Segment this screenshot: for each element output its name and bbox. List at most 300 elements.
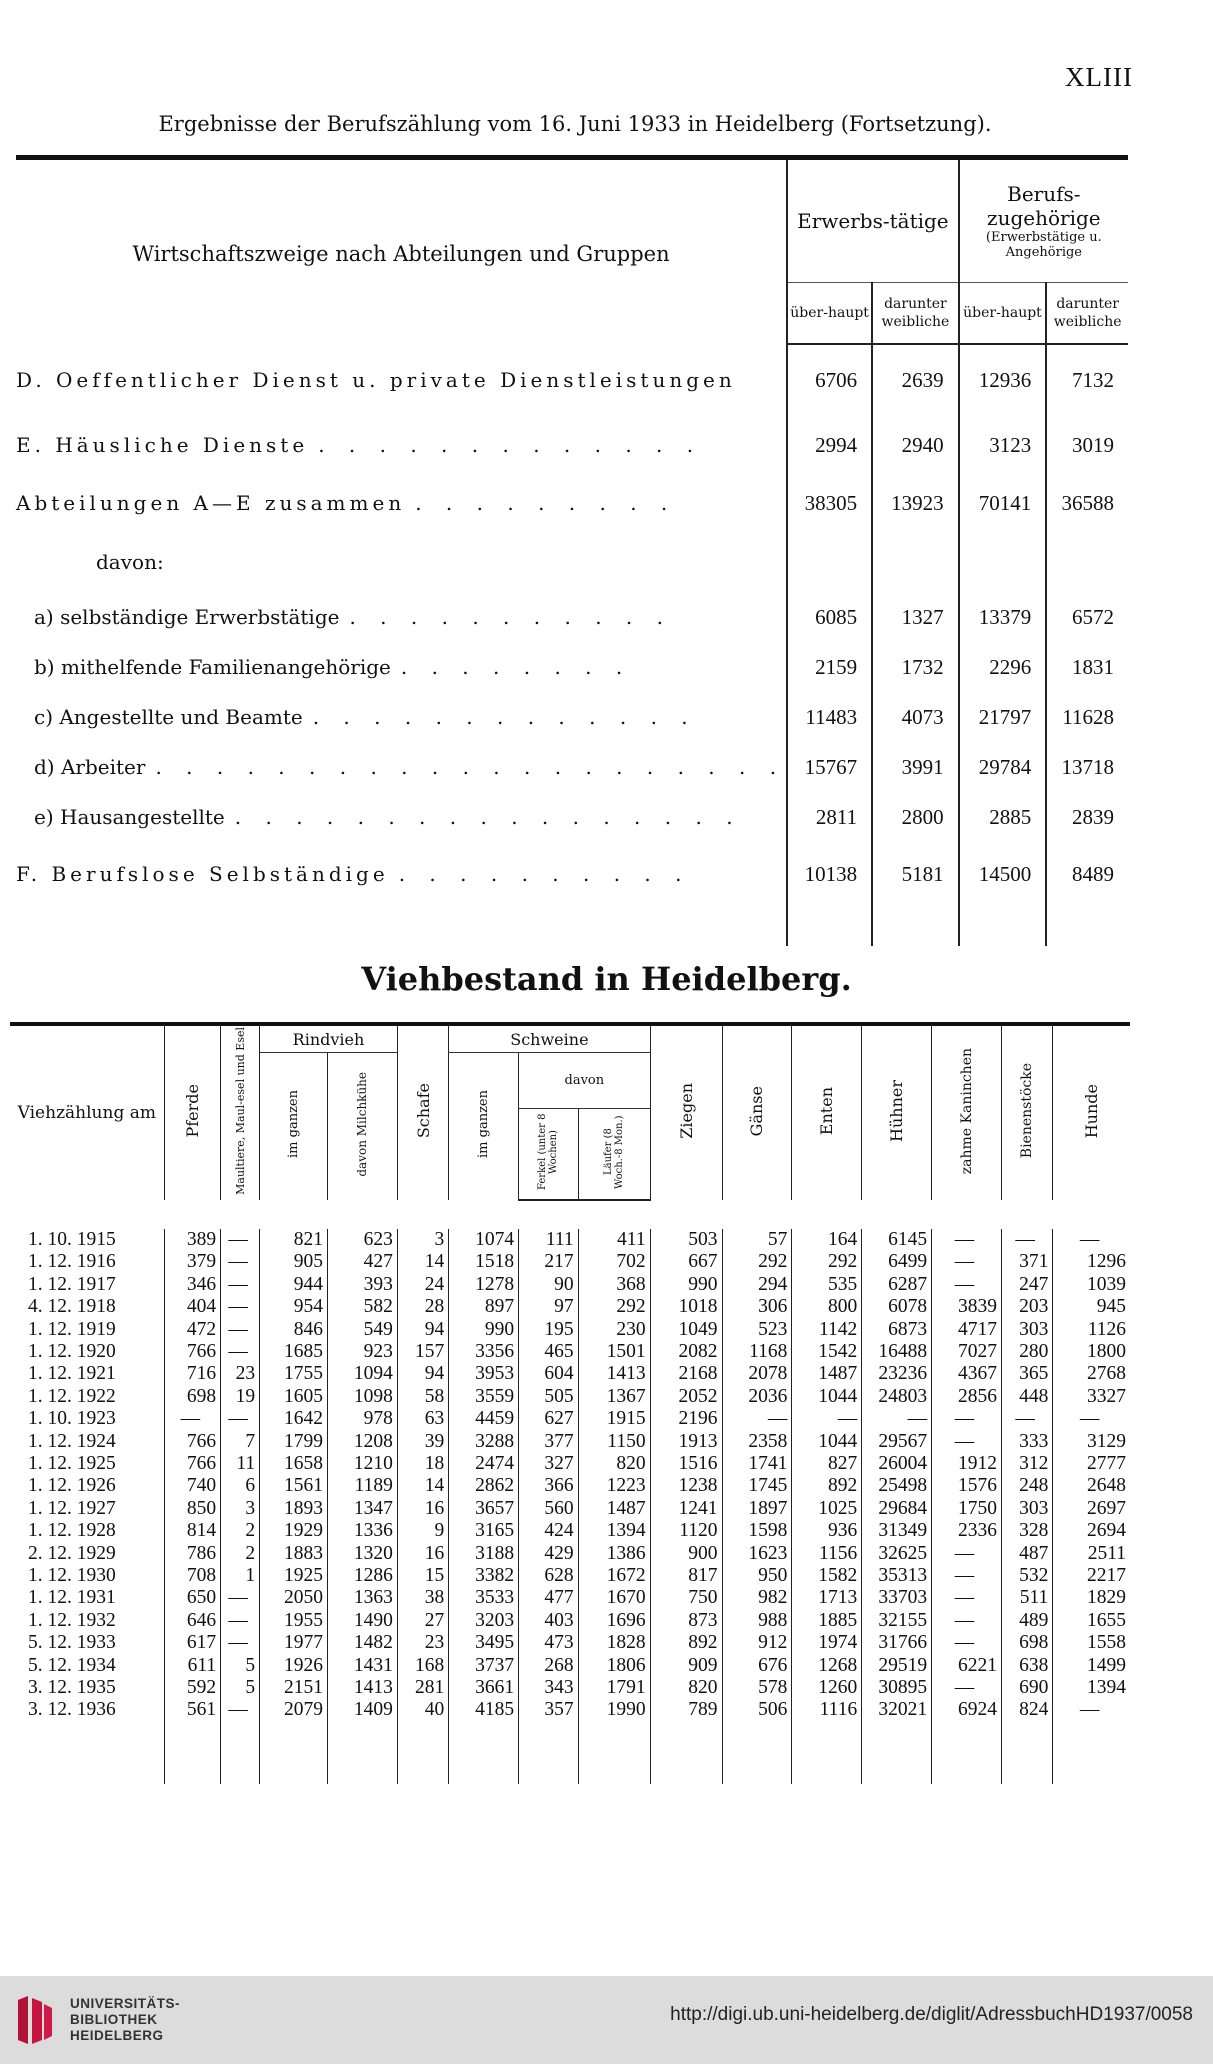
livestock-value: 1018 (650, 1296, 722, 1318)
livestock-row (10, 1677, 1130, 1699)
leader-dots: . . . . . . . . . . . . . . . . . (234, 805, 742, 829)
livestock-value: 3533 (449, 1587, 519, 1609)
livestock-value: 29684 (862, 1498, 932, 1520)
livestock-value: 2648 (1053, 1475, 1130, 1497)
livestock-value: 1829 (1053, 1587, 1130, 1609)
occupation-value: 3019 (1046, 416, 1128, 474)
occupation-label (16, 344, 787, 416)
livestock-value: 18 (397, 1453, 448, 1475)
livestock-value: 2036 (722, 1386, 792, 1408)
occupation-value: 6706 (787, 344, 872, 416)
livestock-value: 32155 (862, 1610, 932, 1632)
livestock-value: 912 (722, 1632, 792, 1654)
livestock-value: — (221, 1229, 260, 1251)
livestock-value: 6221 (932, 1655, 1002, 1677)
livestock-value: 3 (221, 1498, 260, 1520)
occupation-value: 2296 (959, 642, 1047, 692)
livestock-value: 2217 (1053, 1565, 1130, 1587)
livestock-value: 1394 (1053, 1677, 1130, 1699)
livestock-value: 1394 (578, 1520, 650, 1542)
occupation-row (16, 642, 1128, 692)
livestock-value: 6499 (862, 1251, 932, 1273)
livestock-value: 16 (397, 1498, 448, 1520)
livestock-value: 846 (260, 1319, 328, 1341)
livestock-value: 29567 (862, 1431, 932, 1453)
census-date: 1. 10. 1915 (28, 1228, 116, 1250)
livestock-value: 15 (397, 1565, 448, 1587)
occupation-label (16, 416, 787, 474)
livestock-value: 247 (1001, 1274, 1052, 1296)
occupation-label-text: E. Häusliche Dienste (16, 433, 309, 457)
livestock-value: 365 (1001, 1363, 1052, 1385)
livestock-value: 549 (327, 1319, 397, 1341)
livestock-value: — (932, 1251, 1002, 1273)
livestock-value: 698 (1001, 1632, 1052, 1654)
livestock-value: 2168 (650, 1363, 722, 1385)
census-date: 3. 12. 1936 (28, 1699, 116, 1721)
occupation-value: 3991 (872, 742, 959, 792)
livestock-value: 561 (164, 1699, 221, 1721)
hdr-rindvieh: Rindvieh (260, 1024, 398, 1053)
source-url-link[interactable]: http://digi.ub.uni-heidelberg.de/diglit/AdressbuchHD1937/0058 (670, 2004, 1193, 2025)
livestock-value: 3559 (449, 1386, 519, 1408)
footer-bar (0, 1976, 1213, 2064)
livestock-row (10, 1543, 1130, 1565)
livestock-value: — (221, 1274, 260, 1296)
livestock-value: 371 (1001, 1251, 1052, 1273)
livestock-value: 824 (1001, 1699, 1052, 1721)
occupation-label-text: c) Angestellte und Beamte (34, 705, 303, 729)
census-date: 5. 12. 1934 (28, 1654, 116, 1676)
livestock-value: 7027 (932, 1341, 1002, 1363)
livestock-value: 2078 (722, 1363, 792, 1385)
livestock-value: 628 (519, 1565, 579, 1587)
livestock-value: 24 (397, 1274, 448, 1296)
livestock-value: 1044 (792, 1431, 862, 1453)
livestock-value: 690 (1001, 1677, 1052, 1699)
livestock-value: 111 (519, 1229, 579, 1251)
livestock-row (10, 1229, 1130, 1251)
livestock-value: 1925 (260, 1565, 328, 1587)
col-header-erwerbstaetige: Erwerbs-tätige (787, 158, 959, 283)
livestock-value: 1912 (932, 1453, 1002, 1475)
livestock-value: 368 (578, 1274, 650, 1296)
livestock-value: 990 (650, 1274, 722, 1296)
livestock-row (10, 1565, 1130, 1587)
livestock-value: 1806 (578, 1655, 650, 1677)
livestock-value: 1098 (327, 1386, 397, 1408)
livestock-value: — (221, 1408, 260, 1430)
livestock-value: 28 (397, 1296, 448, 1318)
occupation-value: 7132 (1046, 344, 1128, 416)
occupation-row (16, 416, 1128, 474)
census-date: 1. 12. 1916 (28, 1251, 116, 1273)
livestock-value: 1893 (260, 1498, 328, 1520)
livestock-value: 1655 (1053, 1610, 1130, 1632)
livestock-value: 2358 (722, 1431, 792, 1453)
livestock-value: 489 (1001, 1610, 1052, 1632)
livestock-value: 1828 (578, 1632, 650, 1654)
livestock-row (10, 1475, 1130, 1497)
livestock-value: 5 (221, 1655, 260, 1677)
occupation-value: 1732 (872, 642, 959, 692)
livestock-value: 817 (650, 1565, 722, 1587)
livestock-value: 1156 (792, 1543, 862, 1565)
livestock-value: 94 (397, 1319, 448, 1341)
livestock-value: 800 (792, 1296, 862, 1318)
hdr-schafe: Schafe (397, 1024, 448, 1200)
livestock-row (10, 1498, 1130, 1520)
livestock-value: 29519 (862, 1655, 932, 1677)
livestock-value: 4459 (449, 1408, 519, 1430)
livestock-value: 424 (519, 1520, 579, 1542)
leader-dots: . . . . . . . . . . (398, 862, 691, 886)
livestock-value: 827 (792, 1453, 862, 1475)
sub-header-ueberhaupt-2: über-haupt (959, 283, 1047, 345)
livestock-value: 627 (519, 1408, 579, 1430)
livestock-value: 292 (578, 1296, 650, 1318)
occupation-row (16, 792, 1128, 842)
berufszugehoerige-sub: (Erwerbstätige u. Angehörige (985, 230, 1102, 260)
livestock-value: 2050 (260, 1587, 328, 1609)
livestock-value: 1576 (932, 1475, 1002, 1497)
livestock-value: — (932, 1229, 1002, 1251)
livestock-value: 195 (519, 1319, 579, 1341)
livestock-value: — (164, 1408, 221, 1430)
livestock-value: 4717 (932, 1319, 1002, 1341)
occupation-value: 1327 (872, 592, 959, 642)
livestock-value: — (221, 1296, 260, 1318)
livestock-value: 1336 (327, 1520, 397, 1542)
livestock-value: 1672 (578, 1565, 650, 1587)
livestock-value: 503 (650, 1229, 722, 1251)
livestock-value: 1268 (792, 1655, 862, 1677)
occupation-value: 2885 (959, 792, 1047, 842)
livestock-value: 1913 (650, 1431, 722, 1453)
occupation-row (16, 592, 1128, 642)
occupation-value: 2994 (787, 416, 872, 474)
livestock-value: 1713 (792, 1587, 862, 1609)
livestock-value: 248 (1001, 1475, 1052, 1497)
livestock-value: 1241 (650, 1498, 722, 1520)
census-date: 1. 10. 1923 (28, 1408, 116, 1430)
hdr-bienen: Bienenstöcke (1001, 1024, 1052, 1200)
livestock-value: 1049 (650, 1319, 722, 1341)
occupation-value (787, 532, 872, 592)
livestock-value: 1150 (578, 1431, 650, 1453)
occupation-value: 6572 (1046, 592, 1128, 642)
occupation-value: 11483 (787, 692, 872, 742)
livestock-value: 19 (221, 1386, 260, 1408)
occupation-value: 36588 (1046, 474, 1128, 532)
livestock-row (10, 1274, 1130, 1296)
livestock-value: 26004 (862, 1453, 932, 1475)
livestock-row (10, 1632, 1130, 1654)
occupation-value: 13923 (872, 474, 959, 532)
livestock-value: 638 (1001, 1655, 1052, 1677)
occupation-row (16, 742, 1128, 792)
livestock-value: 1915 (578, 1408, 650, 1430)
occupation-label (16, 742, 787, 792)
livestock-value: 954 (260, 1296, 328, 1318)
livestock-value: 94 (397, 1363, 448, 1385)
census-date: 1. 12. 1921 (28, 1363, 116, 1385)
occupation-value: 2639 (872, 344, 959, 416)
livestock-value: 2768 (1053, 1363, 1130, 1385)
occupation-value: 70141 (959, 474, 1047, 532)
ub-heidelberg-logo-icon (14, 1994, 56, 2046)
livestock-value: 1094 (327, 1363, 397, 1385)
livestock-value: — (221, 1632, 260, 1654)
leader-dots: . . . . . . . . . . . . . (312, 705, 697, 729)
livestock-value: 1363 (327, 1587, 397, 1609)
livestock-row (10, 1655, 1130, 1677)
livestock-value: 850 (164, 1498, 221, 1520)
occupation-label (16, 842, 787, 906)
livestock-value: 1885 (792, 1610, 862, 1632)
livestock-value: 2 (221, 1520, 260, 1542)
berufszugehoerige-label: Berufs-zugehörige (987, 182, 1101, 230)
livestock-value: 366 (519, 1475, 579, 1497)
livestock-value: 1755 (260, 1363, 328, 1385)
livestock-value: 2 (221, 1543, 260, 1565)
livestock-value: 1658 (260, 1453, 328, 1475)
livestock-value: 477 (519, 1587, 579, 1609)
livestock-value: 578 (722, 1677, 792, 1699)
livestock-value: 820 (578, 1453, 650, 1475)
livestock-value: 2151 (260, 1677, 328, 1699)
livestock-value: 3657 (449, 1498, 519, 1520)
livestock-value: 950 (722, 1565, 792, 1587)
occupation-label-text: e) Hausangestellte (34, 805, 225, 829)
livestock-value: 379 (164, 1251, 221, 1273)
livestock-value: 900 (650, 1543, 722, 1565)
livestock-value: 873 (650, 1610, 722, 1632)
livestock-value: 1168 (722, 1341, 792, 1363)
occupation-label-text: F. Berufslose Selbständige (16, 862, 389, 886)
livestock-value: 617 (164, 1632, 221, 1654)
livestock-value: 1286 (327, 1565, 397, 1587)
livestock-value: 623 (327, 1229, 397, 1251)
livestock-value: 2196 (650, 1408, 722, 1430)
livestock-row (10, 1363, 1130, 1385)
occupation-value (959, 532, 1047, 592)
livestock-value: 1 (221, 1565, 260, 1587)
livestock-value: — (221, 1251, 260, 1273)
livestock-value: 411 (578, 1229, 650, 1251)
livestock-value: 32625 (862, 1543, 932, 1565)
livestock-value: 506 (722, 1699, 792, 1721)
occupation-value (872, 532, 959, 592)
library-line-3: HEIDELBERG (70, 2028, 164, 2043)
livestock-value: 1516 (650, 1453, 722, 1475)
livestock-value: 2697 (1053, 1498, 1130, 1520)
livestock-value: 702 (578, 1251, 650, 1273)
occupation-value: 14500 (959, 842, 1047, 906)
livestock-value: 3188 (449, 1543, 519, 1565)
livestock-value: 27 (397, 1610, 448, 1632)
livestock-value: 1501 (578, 1341, 650, 1363)
hdr-huehner: Hühner (862, 1024, 932, 1200)
livestock-value: 292 (792, 1251, 862, 1273)
livestock-value: 944 (260, 1274, 328, 1296)
occupation-label (16, 792, 787, 842)
livestock-value: 814 (164, 1520, 221, 1542)
livestock-value: — (932, 1610, 1002, 1632)
livestock-value: 1320 (327, 1543, 397, 1565)
livestock-value: — (1001, 1408, 1052, 1430)
livestock-value: 716 (164, 1363, 221, 1385)
livestock-value: 1598 (722, 1520, 792, 1542)
livestock-value: 281 (397, 1677, 448, 1699)
hdr-schw-ganzen: im ganzen (449, 1053, 519, 1200)
livestock-value: 909 (650, 1655, 722, 1677)
census-date: 1. 12. 1927 (28, 1497, 116, 1519)
livestock-value: 1518 (449, 1251, 519, 1273)
livestock-value: 2052 (650, 1386, 722, 1408)
livestock-value: — (1001, 1229, 1052, 1251)
occupation-row (16, 474, 1128, 532)
livestock-value: 6078 (862, 1296, 932, 1318)
census-date: 1. 12. 1925 (28, 1452, 116, 1474)
livestock-value: 1558 (1053, 1632, 1130, 1654)
livestock-value: 25498 (862, 1475, 932, 1497)
livestock-value: 58 (397, 1386, 448, 1408)
livestock-value: 1223 (578, 1475, 650, 1497)
livestock-value: 592 (164, 1677, 221, 1699)
livestock-value: 393 (327, 1274, 397, 1296)
livestock-value: 2694 (1053, 1520, 1130, 1542)
livestock-value: — (932, 1543, 1002, 1565)
occupation-label-text: Abteilungen A—E zusammen (16, 491, 406, 515)
livestock-value: 505 (519, 1386, 579, 1408)
livestock-value: 2777 (1053, 1453, 1130, 1475)
livestock-value: 3953 (449, 1363, 519, 1385)
livestock-value: 33703 (862, 1587, 932, 1609)
livestock-value: 292 (722, 1251, 792, 1273)
livestock-value: 532 (1001, 1565, 1052, 1587)
occupation-value: 2159 (787, 642, 872, 692)
livestock-value: 667 (650, 1251, 722, 1273)
census-date: 1. 12. 1922 (28, 1385, 116, 1407)
livestock-value: 1482 (327, 1632, 397, 1654)
livestock-value: — (1053, 1699, 1130, 1721)
livestock-value: 280 (1001, 1341, 1052, 1363)
livestock-value: 1929 (260, 1520, 328, 1542)
livestock-value: 23236 (862, 1363, 932, 1385)
census-date: 3. 12. 1935 (28, 1677, 116, 1698)
occupation-value: 5181 (872, 842, 959, 906)
livestock-value: 6873 (862, 1319, 932, 1341)
livestock-value: 3382 (449, 1565, 519, 1587)
occupation-value (1046, 532, 1128, 592)
livestock-value: 472 (164, 1319, 221, 1341)
census-date: 1. 12. 1924 (28, 1430, 116, 1452)
occupation-value: 4073 (872, 692, 959, 742)
livestock-value: 1990 (578, 1699, 650, 1721)
livestock-value: 217 (519, 1251, 579, 1273)
livestock-value: 38 (397, 1587, 448, 1609)
livestock-value: — (932, 1565, 1002, 1587)
livestock-value: 31349 (862, 1520, 932, 1542)
occupation-label (16, 642, 787, 692)
leader-dots: . . . . . . . . . . . . . . . . . . . . . (155, 755, 786, 779)
livestock-value: 1791 (578, 1677, 650, 1699)
livestock-value: 1977 (260, 1632, 328, 1654)
livestock-value: 821 (260, 1229, 328, 1251)
livestock-value: 427 (327, 1251, 397, 1273)
leader-dots: . . . . . . . . . . . . . (318, 433, 703, 457)
livestock-value: 1685 (260, 1341, 328, 1363)
livestock-value: 3 (397, 1229, 448, 1251)
occupation-label (16, 592, 787, 642)
livestock-value: 892 (650, 1632, 722, 1654)
livestock-value: 1696 (578, 1610, 650, 1632)
livestock-row (10, 1408, 1130, 1430)
census-date: 4. 12. 1918 (28, 1296, 116, 1318)
livestock-value: 786 (164, 1543, 221, 1565)
hdr-maultiere: Maultiere, Maul-esel und Esel (221, 1024, 260, 1200)
livestock-value: — (932, 1677, 1002, 1699)
livestock-value: 24803 (862, 1386, 932, 1408)
livestock-value: 1347 (327, 1498, 397, 1520)
sub-header-ueberhaupt-1: über-haupt (787, 283, 872, 345)
livestock-value: 582 (327, 1296, 397, 1318)
sub-header-weiblich-1: darunter weibliche (872, 283, 959, 345)
livestock-value: 168 (397, 1655, 448, 1677)
livestock-value: — (221, 1587, 260, 1609)
livestock-value: 1561 (260, 1475, 328, 1497)
occupation-value: 10138 (787, 842, 872, 906)
occupation-label-text: davon: (96, 550, 164, 574)
livestock-value: 14 (397, 1475, 448, 1497)
livestock-value: 978 (327, 1408, 397, 1430)
occupation-label-text: d) Arbeiter (34, 755, 146, 779)
livestock-value: 6145 (862, 1229, 932, 1251)
livestock-value: 535 (792, 1274, 862, 1296)
livestock-value: 766 (164, 1453, 221, 1475)
livestock-value: 1745 (722, 1475, 792, 1497)
occupation-value: 13379 (959, 592, 1047, 642)
livestock-row (10, 1251, 1130, 1273)
census-date: 1. 12. 1932 (28, 1609, 116, 1631)
livestock-value: — (932, 1632, 1002, 1654)
livestock-row (10, 1587, 1130, 1609)
livestock-value: 2856 (932, 1386, 1002, 1408)
livestock-value: 6287 (862, 1274, 932, 1296)
livestock-value: 2474 (449, 1453, 519, 1475)
hdr-kaninchen: zahme Kaninchen (932, 1024, 1002, 1200)
occupation-value: 2940 (872, 416, 959, 474)
livestock-value: 766 (164, 1431, 221, 1453)
livestock-value: 892 (792, 1475, 862, 1497)
livestock-value: 1025 (792, 1498, 862, 1520)
livestock-value: 3288 (449, 1431, 519, 1453)
livestock-value: 3327 (1053, 1386, 1130, 1408)
occupation-table-title: Ergebnisse der Berufszählung vom 16. Juni 1933 in Heidelberg (Fortsetzung). (158, 112, 992, 136)
livestock-value: 708 (164, 1565, 221, 1587)
livestock-value: 1116 (792, 1699, 862, 1721)
livestock-value: 2079 (260, 1699, 328, 1721)
livestock-value: 905 (260, 1251, 328, 1273)
livestock-row (10, 1386, 1130, 1408)
occupation-label-text: D. Oeffentlicher Dienst u. private Dienstleistungen (16, 368, 736, 392)
livestock-value: 2862 (449, 1475, 519, 1497)
livestock-value: 333 (1001, 1431, 1052, 1453)
livestock-value: 1582 (792, 1565, 862, 1587)
hdr-schw-davon: davon (519, 1053, 651, 1109)
livestock-value: — (722, 1408, 792, 1430)
